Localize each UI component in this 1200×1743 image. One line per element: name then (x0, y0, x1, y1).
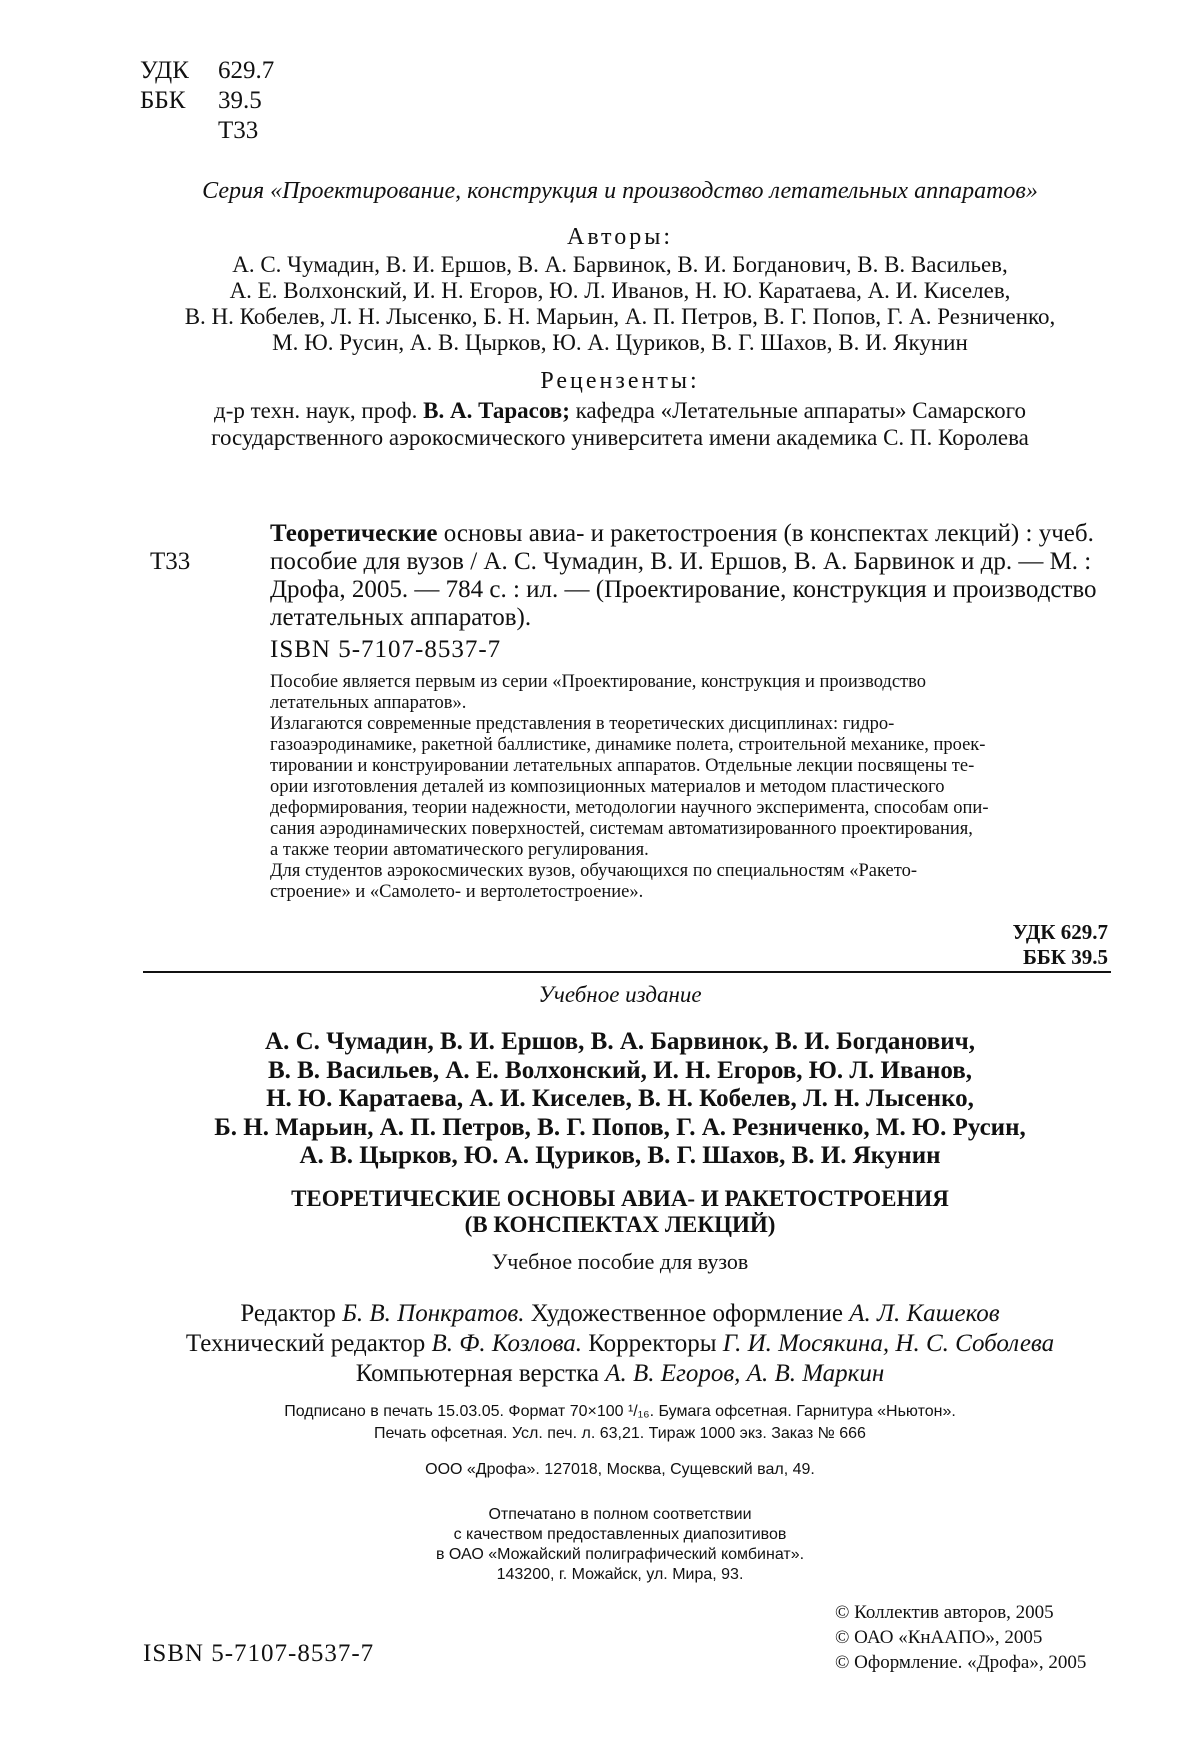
edition-type: Учебное издание (538, 982, 702, 1007)
authors-heading: Авторы: (566, 224, 674, 250)
copyright-line: © ОАО «КнААПО», 2005 (835, 1627, 1043, 1648)
catalog-entry (270, 520, 1112, 632)
annotation-line: газоаэродинамике, ракетной баллистике, динамике полета, строительной механике, проек- (270, 735, 986, 755)
catalog-line (270, 520, 1112, 548)
classification-block (140, 56, 274, 146)
catalog-line: пособие для вузов / А. С. Чумадин, В. И. Ершов, В. А. Барвинок и др. — М. : (270, 548, 1092, 575)
author-code-row (140, 116, 274, 146)
print-info (130, 1401, 1110, 1445)
annotation-line: Для студентов аэрокосмических вузов, обучающихся по специальностям «Ракето- (270, 861, 918, 881)
editor-label: Редактор (240, 1300, 336, 1327)
tech-editor-name: В. Ф. Козлова. (431, 1330, 582, 1357)
authors-bold-line: В. В. Васильев, А. Е. Волхонский, И. Н. Егоров, Ю. Л. Иванов, (267, 1056, 973, 1084)
authors-bold-line: Н. Ю. Каратаева, А. И. Киселев, В. Н. Кобелев, Л. Н. Лысенко, (266, 1085, 974, 1112)
catalog-title-bold: Теоретические (270, 520, 438, 547)
copyright-line: © Коллектив авторов, 2005 (835, 1602, 1054, 1623)
layout-names: А. В. Егоров, А. В. Маркин (605, 1360, 885, 1387)
art-name: А. Л. Кашеков (849, 1300, 1000, 1327)
print-info-line: Подписано в печать 15.03.05. Формат 70×100 ¹/₁₆. Бумага офсетная. Гарнитура «Ньютон». (284, 1403, 956, 1420)
reviewers-line-1 (130, 397, 1110, 424)
catalog-isbn: ISBN 5-7107-8537-7 (270, 636, 502, 663)
authors-bold-line: А. В. Цырков, Ю. А. Цуриков, В. Г. Шахов, В. И. Якунин (299, 1142, 941, 1169)
reviewer-department: кафедра «Летательные аппараты» Самарского (575, 398, 1026, 423)
staff-credits (130, 1299, 1110, 1389)
reviewers-line-2: государственного аэрокосмического университета имени академика С. П. Королева (211, 425, 1029, 450)
udk-row (140, 56, 274, 86)
printer-line: в ОАО «Можайский полиграфический комбинат». (435, 1546, 805, 1563)
series-title: Серия «Проектирование, конструкция и производство летательных аппаратов» (202, 178, 1038, 204)
catalog-code: Т33 (150, 548, 191, 575)
printer-line: Отпечатано в полном соответствии (488, 1506, 752, 1523)
annotation-line: ории изготовления деталей из композиционных материалов и методом пластического (270, 777, 945, 797)
udk-value: 629.7 (218, 57, 275, 84)
author-code: Т33 (218, 117, 259, 144)
authors-line: А. Е. Волхонский, И. Н. Егоров, Ю. Л. Иванов, Н. Ю. Каратаева, А. И. Киселев, (229, 278, 1011, 303)
copyright-block (835, 1600, 1086, 1675)
bbk-row (140, 86, 274, 116)
staff-line-2 (130, 1329, 1110, 1359)
staff-line-1 (130, 1299, 1110, 1329)
catalog-line: летательных аппаратов). (270, 604, 532, 631)
reviewer-name: В. А. Тарасов; (423, 398, 570, 423)
authors-line: М. Ю. Русин, А. В. Цырков, Ю. А. Цуриков, В. Г. Шахов, В. И. Якунин (272, 330, 968, 355)
publisher-address: ООО «Дрофа». 127018, Москва, Сущевский вал, 49. (425, 1461, 815, 1478)
annotation-line: тировании и конструировании летательных аппаратов. Отдельные лекции посвящены те- (270, 756, 975, 776)
annotation-line: а также теории автоматического регулирования. (270, 840, 649, 860)
annotation-line: деформирования, теории надежности, методологии научного эксперимента, способам опи- (270, 798, 989, 818)
reviewer-degree: д-р техн. наук, проф. (214, 398, 418, 423)
copyright-line: © Оформление. «Дрофа», 2005 (835, 1652, 1087, 1673)
authors-line: А. С. Чумадин, В. И. Ершов, В. А. Барвинок, В. И. Богданович, В. В. Васильев, (232, 252, 1008, 277)
divider-rule (143, 971, 1111, 973)
bbk-label: ББК (140, 87, 186, 114)
annotation-line: Пособие является первым из серии «Проектирование, конструкция и производство (270, 672, 926, 692)
art-label: Художественное оформление (530, 1300, 844, 1327)
book-title-line: (В КОНСПЕКТАХ ЛЕКЦИЙ) (464, 1212, 776, 1237)
authors-line: В. Н. Кобелев, Л. Н. Лысенко, Б. Н. Марьин, А. П. Петров, В. Г. Попов, Г. А. Резниченко, (184, 304, 1056, 329)
authors-bold-list (130, 1028, 1110, 1171)
layout-label: Компьютерная верстка (355, 1360, 599, 1387)
book-title (130, 1186, 1110, 1238)
reviewers-heading: Рецензенты: (540, 368, 700, 394)
annotation (270, 672, 1112, 903)
print-info-line: Печать офсетная. Усл. печ. л. 63,21. Тираж 1000 экз. Заказ № 666 (374, 1425, 866, 1442)
book-subtitle: Учебное пособие для вузов (491, 1249, 749, 1274)
bbk-value: 39.5 (218, 87, 262, 114)
proofreaders-label: Корректоры (588, 1330, 717, 1357)
isbn-bottom: ISBN 5-7107-8537-7 (143, 1640, 375, 1667)
annotation-udk: УДК 629.7 (1012, 920, 1108, 944)
book-title-line: ТЕОРЕТИЧЕСКИЕ ОСНОВЫ АВИА- И РАКЕТОСТРОЕНИЯ (291, 1186, 949, 1211)
annotation-line: строение» и «Самолето- и вертолетостроение». (270, 882, 644, 902)
catalog-line: Дрофа, 2005. — 784 с. : ил. — (Проектирование, конструкция и производство (270, 576, 1097, 603)
annotation-line: летательных аппаратов». (270, 693, 467, 713)
annotation-line: Излагаются современные представления в теоретических дисциплинах: гидро- (270, 714, 895, 734)
tech-editor-label: Технический редактор (185, 1330, 426, 1357)
printer-line: с качеством предоставленных диапозитивов (453, 1526, 787, 1543)
printer-info (130, 1505, 1110, 1585)
catalog-line-text: основы авиа- и ракетостроения (в конспектах лекций) : учеб. (443, 520, 1094, 547)
annotation-line: сания аэродинамических поверхностей, системам автоматизированного проектирования, (270, 819, 973, 839)
annotation-classification (1013, 920, 1108, 970)
editor-name: Б. В. Понкратов. (342, 1300, 525, 1327)
annotation-bbk: ББК 39.5 (1023, 945, 1108, 969)
authors-list (130, 252, 1110, 356)
udk-label: УДК (140, 57, 189, 84)
authors-bold-line: А. С. Чумадин, В. И. Ершов, В. А. Барвинок, В. И. Богданович, (265, 1028, 975, 1055)
reviewers-list (130, 397, 1110, 451)
printer-line: 143200, г. Можайск, ул. Мира, 93. (496, 1566, 744, 1583)
staff-line-3 (130, 1359, 1110, 1389)
proofreaders-names: Г. И. Мосякина, Н. С. Соболева (722, 1330, 1055, 1357)
authors-bold-line: Б. Н. Марьин, А. П. Петров, В. Г. Попов, Г. А. Резниченко, М. Ю. Русин, (214, 1113, 1026, 1141)
